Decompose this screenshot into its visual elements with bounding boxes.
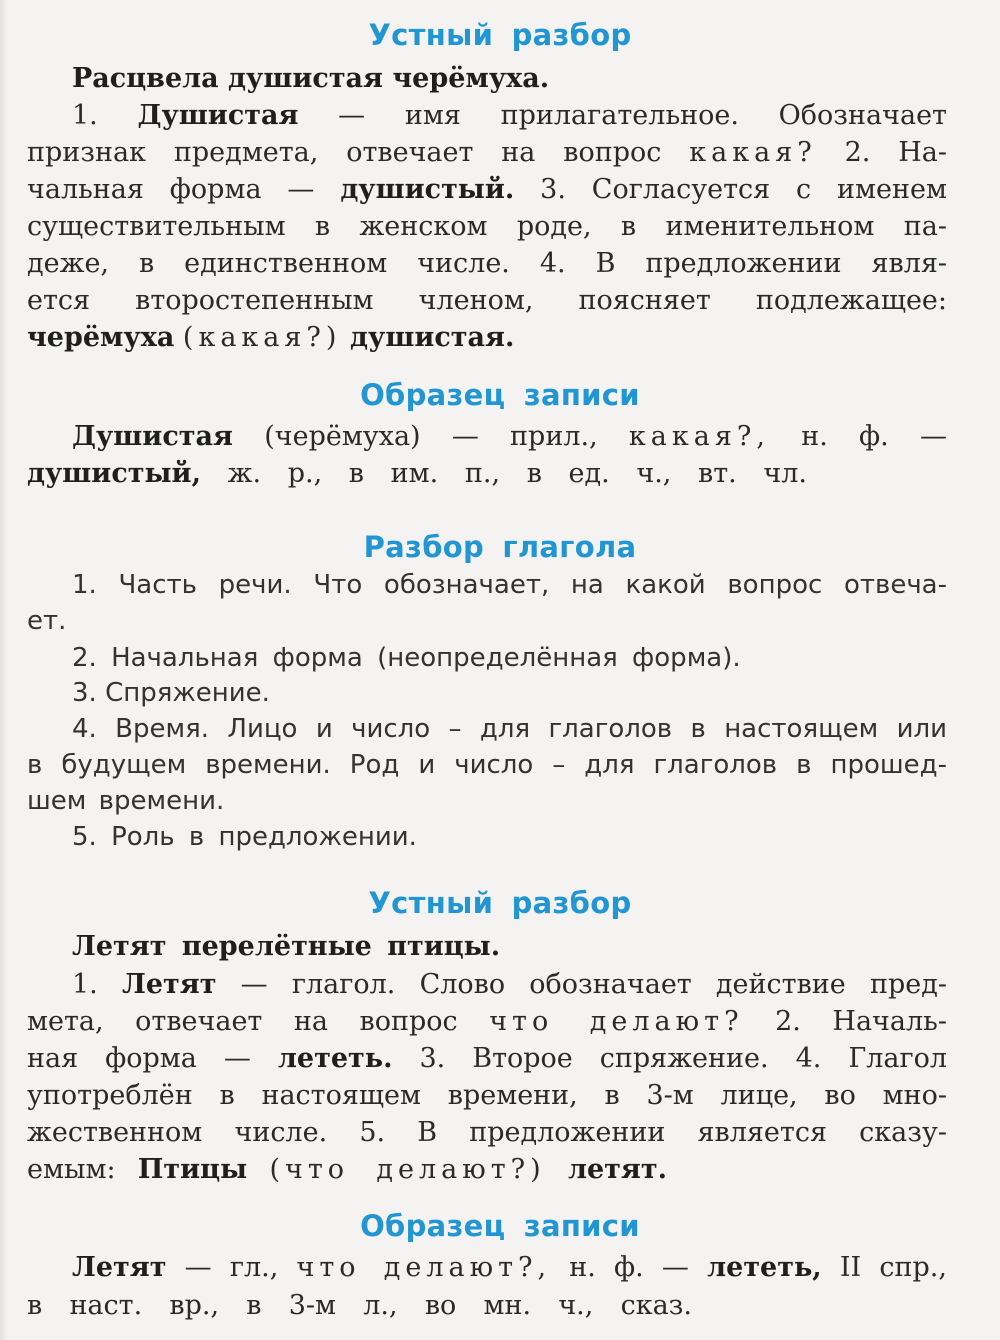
- line-text: н. ф. —: [801, 421, 947, 452]
- line-text: — глагол. Слово обозначает действие пред-: [240, 969, 947, 1000]
- line-text: чальная форма —: [27, 174, 315, 205]
- analyzed-word: Летят: [72, 1252, 167, 1283]
- analysis-line-5: деже, в единственном числе. 4. В предложении явля-: [27, 248, 947, 279]
- record-line-2: [27, 455, 807, 492]
- record2-line-1: [72, 1249, 947, 1286]
- question-spaced: (какая?): [182, 322, 342, 353]
- heading-sample-record-2: Образец записи: [360, 1209, 640, 1243]
- record2-line-2: в наст. вр., в 3-м л., во мн. ч., сказ.: [27, 1290, 692, 1321]
- subject-word: Птицы: [137, 1154, 248, 1185]
- analyzed-word: Душистая: [72, 421, 233, 452]
- analysis2-line-2: [27, 1003, 947, 1040]
- analysis-line-7: [27, 319, 947, 356]
- verb-step-4a: 4. Время. Лицо и число – для глаголов в настоящем или: [72, 714, 947, 744]
- item-number: 1.: [72, 969, 98, 1000]
- question-spaced: (что делают?): [269, 1154, 546, 1185]
- verb-step-4b: в будущем времени. Род и число – для глаголов в прошед-: [27, 750, 947, 780]
- sentence-text: Расцвела душистая черёмуха.: [72, 63, 550, 94]
- verb-step-3: 3. Спряжение.: [72, 678, 270, 708]
- line-text: ж. р., в им. п., в ед. ч., вт. чл.: [227, 458, 807, 489]
- heading-oral-analysis-2: Устный разбор: [368, 886, 632, 920]
- initial-form-word: душистый,: [27, 458, 201, 489]
- analyzed-word: Летят: [121, 969, 217, 1000]
- initial-form-word: душистый.: [340, 174, 515, 205]
- line-text: 3. Второе спряжение. 4. Глагол: [419, 1043, 948, 1074]
- verb-step-5: 5. Роль в предложении.: [72, 822, 417, 852]
- verb-step-4c: шем времени.: [27, 786, 225, 816]
- line-text: 3. Согласуется с именем: [540, 174, 947, 205]
- analysis-line-1: [72, 97, 947, 134]
- line-text: — имя прилагательное. Обозначает: [338, 100, 947, 131]
- initial-form-word: лететь.: [277, 1043, 393, 1074]
- question-spaced: что делают?,: [296, 1252, 552, 1283]
- analysis-line-4: существительным в женском роде, в именительном па-: [27, 211, 947, 242]
- analyzed-word: летят.: [567, 1154, 667, 1185]
- line-text: 2. На-: [844, 137, 947, 168]
- example-sentence-1: [72, 60, 947, 97]
- line-text: мета, отвечает на вопрос: [27, 1006, 458, 1037]
- analysis2-line-5: жественном числе. 5. В предложении является сказу-: [27, 1117, 947, 1148]
- record-line-1: [72, 418, 947, 455]
- verb-step-1a: 1. Часть речи. Что обозначает, на какой вопрос отвеча-: [72, 570, 947, 600]
- heading-oral-analysis-1: Устный разбор: [368, 18, 632, 52]
- sentence-text: Летят перелётные птицы.: [72, 931, 501, 962]
- line-text: н. ф. —: [569, 1252, 689, 1283]
- verb-step-1b: ет.: [27, 606, 67, 636]
- analysis2-line-3: [27, 1040, 947, 1077]
- analysis2-line-4: употреблён в настоящем времени, в 3-м лице, во мно-: [27, 1080, 947, 1111]
- page-gutter-shadow: [0, 0, 8, 1340]
- line-text: признак предмета, отвечает на вопрос: [27, 137, 662, 168]
- line-text: — гл.,: [184, 1252, 279, 1283]
- analysis2-line-1: [72, 966, 947, 1003]
- line-text: емым:: [27, 1154, 116, 1185]
- question-spaced: какая?,: [628, 421, 770, 452]
- analysis-line-2: [27, 134, 947, 171]
- line-text: ная форма —: [27, 1043, 251, 1074]
- item-number: 1.: [72, 100, 98, 131]
- analyzed-word: Душистая: [137, 100, 299, 131]
- subject-word: черёмуха: [27, 322, 175, 353]
- line-text: II спр.,: [839, 1252, 947, 1283]
- question-spaced: что делают?: [489, 1006, 744, 1037]
- analysis2-line-6: [27, 1151, 667, 1188]
- line-text: (черёмуха) — прил.,: [264, 421, 598, 452]
- example-sentence-2: [72, 928, 947, 965]
- heading-sample-record-1: Образец записи: [360, 378, 640, 412]
- analysis-line-3: [27, 171, 947, 208]
- verb-step-2: 2. Начальная форма (неопределённая форма).: [72, 643, 741, 673]
- heading-verb-analysis: Разбор глагола: [363, 530, 637, 564]
- line-text: 2. Началь-: [775, 1006, 947, 1037]
- analyzed-word: душистая.: [350, 322, 515, 353]
- analysis-line-6: ется второстепенным членом, поясняет подлежащее:: [27, 285, 947, 316]
- question-spaced: какая?: [689, 137, 817, 168]
- initial-form-word: лететь,: [707, 1252, 822, 1283]
